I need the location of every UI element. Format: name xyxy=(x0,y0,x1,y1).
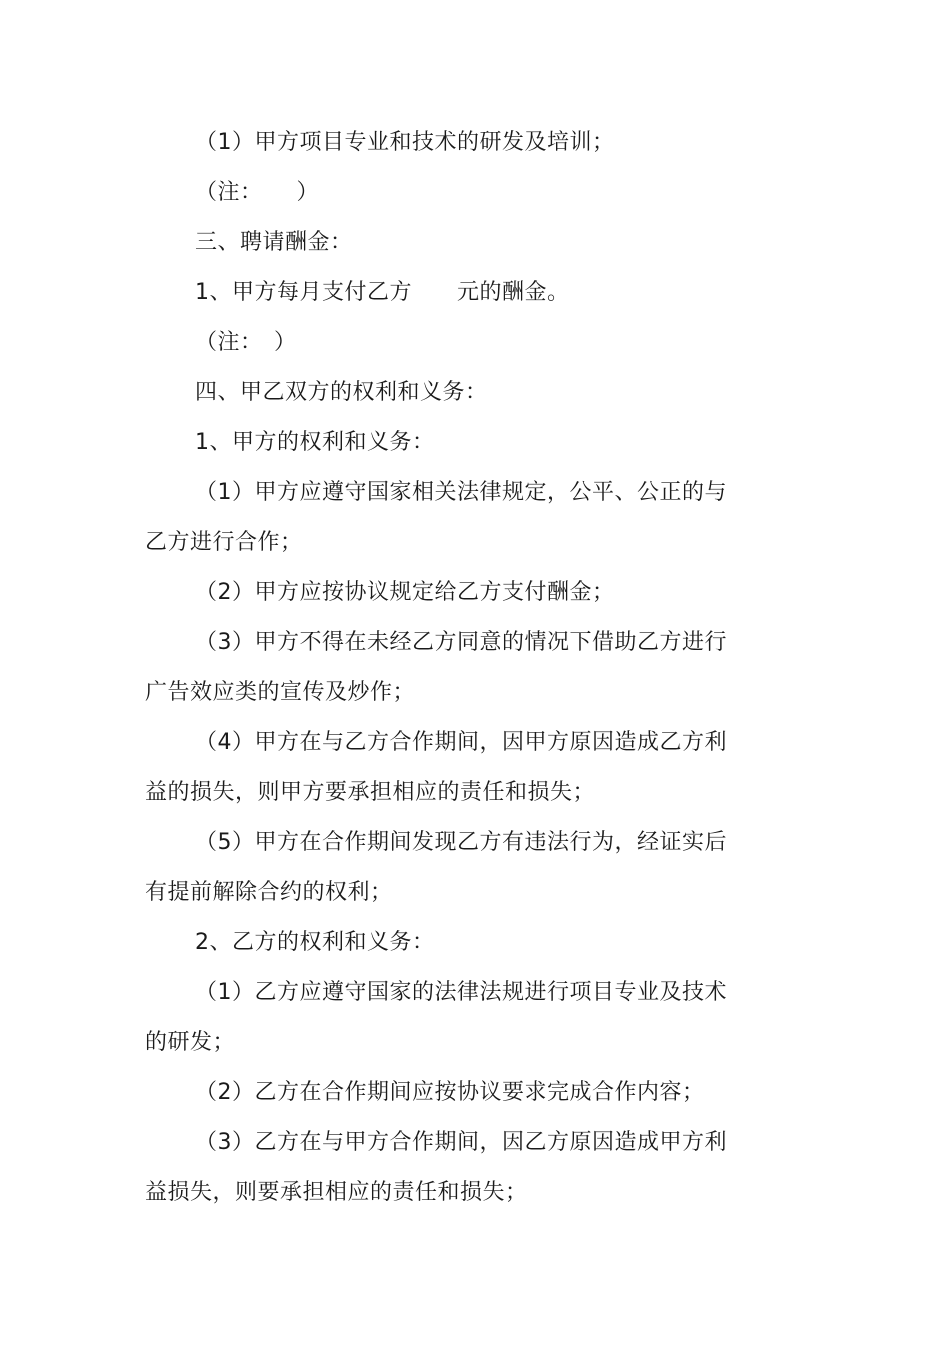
note-line-2: （注： ） xyxy=(195,330,297,355)
party-b-heading: 2、乙方的权利和义务： xyxy=(195,930,435,955)
party-b-clause-2: （2）乙方在合作期间应按协议要求完成合作内容； xyxy=(195,1080,705,1105)
party-a-clause-1-cont: 乙方进行合作； xyxy=(145,530,303,555)
clause-3-1-project-research: （1）甲方项目专业和技术的研发及培训； xyxy=(195,130,615,155)
party-b-clause-1-cont: 的研发； xyxy=(145,1030,236,1055)
party-a-clause-4: （4）甲方在与乙方合作期间，因甲方原因造成乙方利 xyxy=(195,730,727,755)
section-4-heading: 四、甲乙双方的权利和义务： xyxy=(195,380,488,405)
party-a-clause-5-cont: 有提前解除合约的权利； xyxy=(145,880,393,905)
party-a-clause-4-cont: 益的损失，则甲方要承担相应的责任和损失； xyxy=(145,780,596,805)
fee-clause-1: 1、甲方每月支付乙方 元的酬金。 xyxy=(195,280,570,305)
party-a-clause-1: （1）甲方应遵守国家相关法律规定，公平、公正的与 xyxy=(195,480,727,505)
section-3-heading: 三、聘请酬金： xyxy=(195,230,353,255)
party-b-clause-1: （1）乙方应遵守国家的法律法规进行项目专业及技术 xyxy=(195,980,727,1005)
party-b-clause-3: （3）乙方在与甲方合作期间，因乙方原因造成甲方利 xyxy=(195,1130,727,1155)
party-a-heading: 1、甲方的权利和义务： xyxy=(195,430,435,455)
party-a-clause-2: （2）甲方应按协议规定给乙方支付酬金； xyxy=(195,580,615,605)
party-b-clause-3-cont: 益损失，则要承担相应的责任和损失； xyxy=(145,1180,528,1205)
party-a-clause-3-cont: 广告效应类的宣传及炒作； xyxy=(145,680,416,705)
party-a-clause-3: （3）甲方不得在未经乙方同意的情况下借助乙方进行 xyxy=(195,630,727,655)
note-line-1: （注： ） xyxy=(195,180,320,205)
party-a-clause-5: （5）甲方在合作期间发现乙方有违法行为，经证实后 xyxy=(195,830,727,855)
